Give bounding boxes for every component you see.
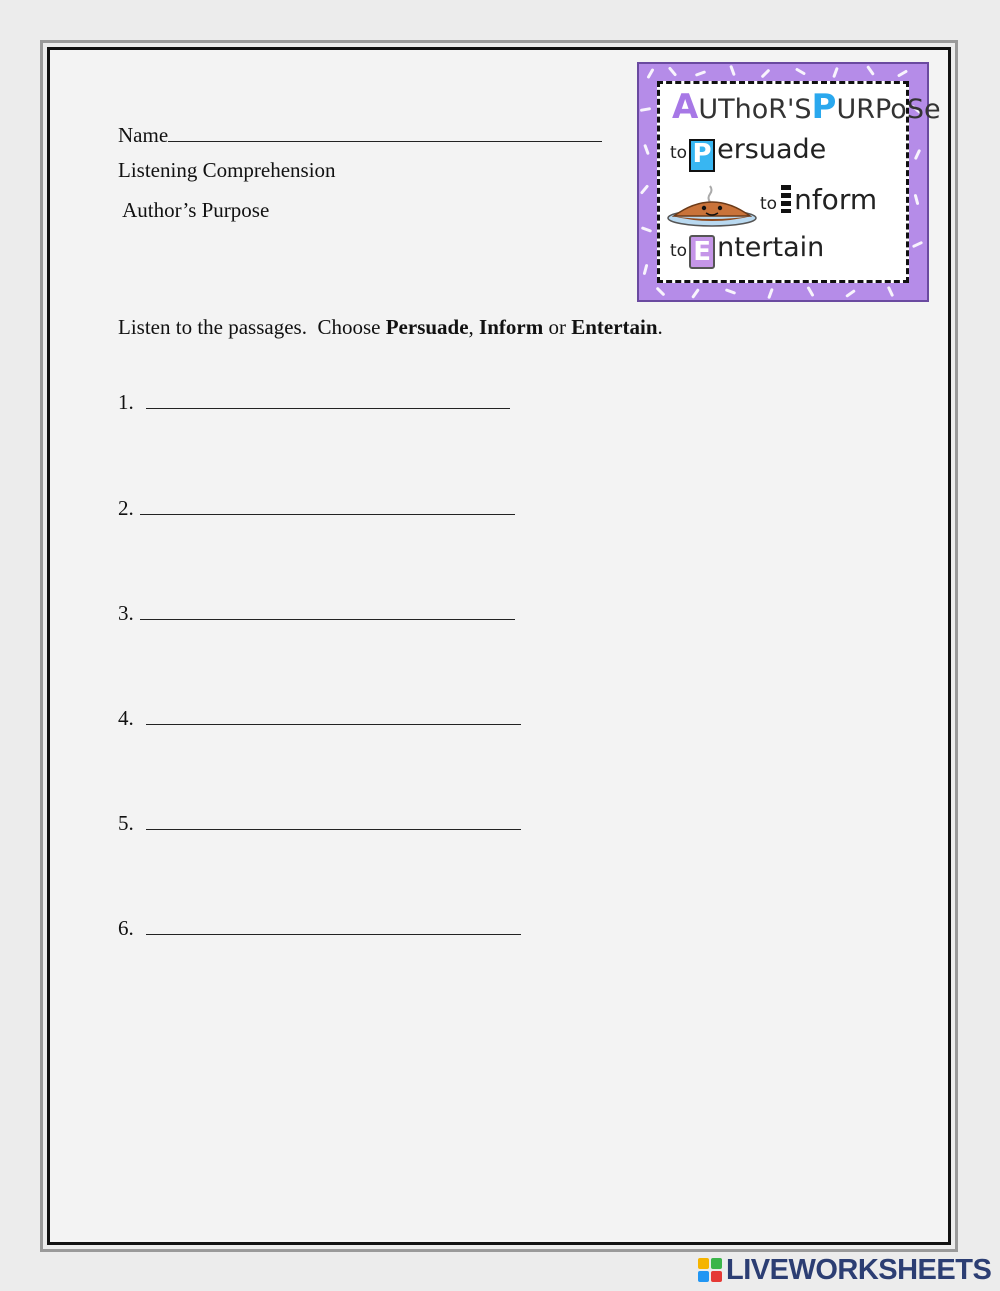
question-number: 5.	[118, 811, 134, 835]
option-entertain: Entertain	[571, 315, 658, 339]
answer-input-1[interactable]	[146, 388, 510, 409]
answer-input-4[interactable]	[146, 704, 521, 725]
subtitle: Listening Comprehension	[118, 158, 336, 182]
answer-input-2[interactable]	[140, 494, 515, 515]
logo-text: LIVEWORKSHEETS	[726, 1254, 992, 1286]
question-number: 6.	[118, 916, 134, 940]
answer-input-3[interactable]	[140, 599, 515, 620]
question-5	[118, 809, 521, 834]
pie-icon	[666, 184, 758, 234]
answer-input-5[interactable]	[146, 809, 521, 830]
name-field	[118, 121, 602, 146]
question-number: 2.	[118, 496, 134, 520]
topic-title: Author’s Purpose	[118, 198, 270, 222]
poster-entertain: to E ntertain	[670, 232, 825, 267]
authors-purpose-poster	[637, 62, 941, 302]
question-number: 4.	[118, 706, 134, 730]
poster-title: AUThoR'SPURPoSe	[672, 87, 941, 127]
question-3	[118, 599, 515, 624]
answer-input-6[interactable]	[146, 914, 521, 935]
option-persuade: Persuade	[385, 315, 469, 339]
question-number: 3.	[118, 601, 134, 625]
poster-persuade: to P ersuade	[670, 136, 826, 172]
question-2	[118, 494, 515, 519]
name-input-line[interactable]	[168, 121, 602, 142]
question-6	[118, 914, 521, 939]
striped-i-icon	[781, 185, 791, 213]
option-inform: Inform	[479, 315, 544, 339]
poster-card	[657, 81, 941, 283]
name-label: Name	[118, 123, 169, 147]
instructions: Listen to the passages. Choose Persuade, Inform or Entertain.	[118, 315, 663, 339]
question-1	[118, 388, 510, 413]
question-number: 1.	[118, 390, 134, 414]
question-4	[118, 704, 521, 729]
liveworksheets-icon	[698, 1258, 722, 1282]
poster-inform: to nform	[760, 183, 878, 216]
